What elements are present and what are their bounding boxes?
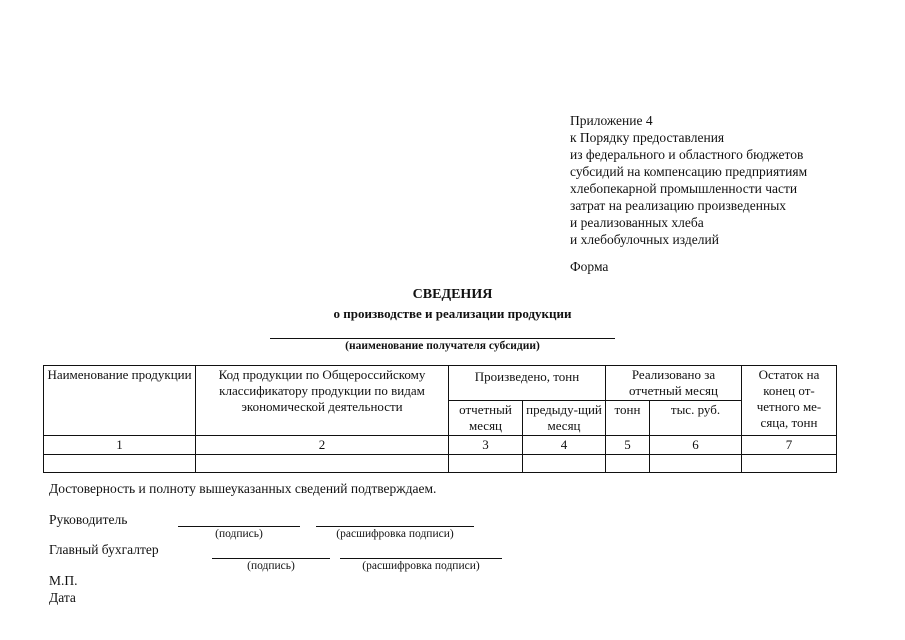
accountant-signature-caption: (подпись) [247, 560, 295, 572]
empty-cell[interactable] [449, 455, 523, 473]
table-row [44, 455, 837, 473]
director-decoding-line[interactable] [316, 526, 474, 527]
column-number: 5 [606, 436, 650, 455]
document-title: СВЕДЕНИЯ [412, 287, 493, 302]
header-product-name: Наименование продукции [44, 366, 196, 436]
empty-cell[interactable] [44, 455, 196, 473]
appendix-block [570, 112, 807, 248]
date-label: Дата [49, 590, 76, 605]
subheader-current-month: отчетный месяц [449, 401, 523, 436]
column-number: 4 [523, 436, 606, 455]
stamp-label: М.П. [49, 573, 78, 588]
director-label: Руководитель [49, 512, 128, 527]
header-sold: Реализовано за отчетный месяц [606, 366, 742, 401]
appendix-line: из федерального и областного бюджетов [570, 147, 804, 162]
empty-cell[interactable] [196, 455, 449, 473]
empty-cell[interactable] [742, 455, 837, 473]
subheader-previous-month: предыду-щий месяц [523, 401, 606, 436]
empty-cell[interactable] [523, 455, 606, 473]
empty-cell[interactable] [606, 455, 650, 473]
column-number: 6 [650, 436, 742, 455]
accountant-signature-line[interactable] [212, 558, 330, 559]
appendix-line: затрат на реализацию произведенных [570, 198, 787, 213]
accountant-decoding-caption: (расшифровка подписи) [362, 560, 480, 572]
column-number: 7 [742, 436, 837, 455]
appendix-line: Приложение 4 [570, 113, 653, 128]
column-number: 2 [196, 436, 449, 455]
column-number: 3 [449, 436, 523, 455]
form-label: Форма [570, 259, 609, 274]
accountant-decoding-line[interactable] [340, 558, 502, 559]
header-produced: Произведено, тонн [449, 366, 606, 401]
header-product-code: Код продукции по Общероссийскому классификатору продукции по видам экономической деятельности [196, 366, 449, 436]
director-decoding-caption: (расшифровка подписи) [336, 528, 454, 540]
subheader-thousand-rub: тыс. руб. [650, 401, 742, 436]
production-table [43, 365, 837, 473]
appendix-line: и реализованных хлеба [570, 215, 704, 230]
table-number-row [44, 436, 837, 455]
empty-cell[interactable] [650, 455, 742, 473]
recipient-caption: (наименование получателя субсидии) [345, 340, 540, 352]
appendix-line: хлебопекарной промышленности части [570, 181, 798, 196]
appendix-line: субсидий на компенсацию предприятиям [570, 164, 808, 179]
confirmation-text: Достоверность и полноту вышеуказанных сведений подтверждаем. [49, 481, 437, 496]
recipient-name-line[interactable] [270, 338, 615, 339]
accountant-label: Главный бухгалтер [49, 542, 159, 557]
table-header-row [44, 366, 837, 401]
subheader-tons: тонн [606, 401, 650, 436]
appendix-line: и хлебобулочных изделий [570, 232, 719, 247]
director-signature-caption: (подпись) [215, 528, 263, 540]
column-number: 1 [44, 436, 196, 455]
document-subtitle: о производстве и реализации продукции [333, 306, 572, 321]
appendix-line: к Порядку предоставления [570, 130, 725, 145]
header-balance: Остаток на конец от-четного ме-сяца, тонн [742, 366, 837, 436]
director-signature-line[interactable] [178, 526, 300, 527]
